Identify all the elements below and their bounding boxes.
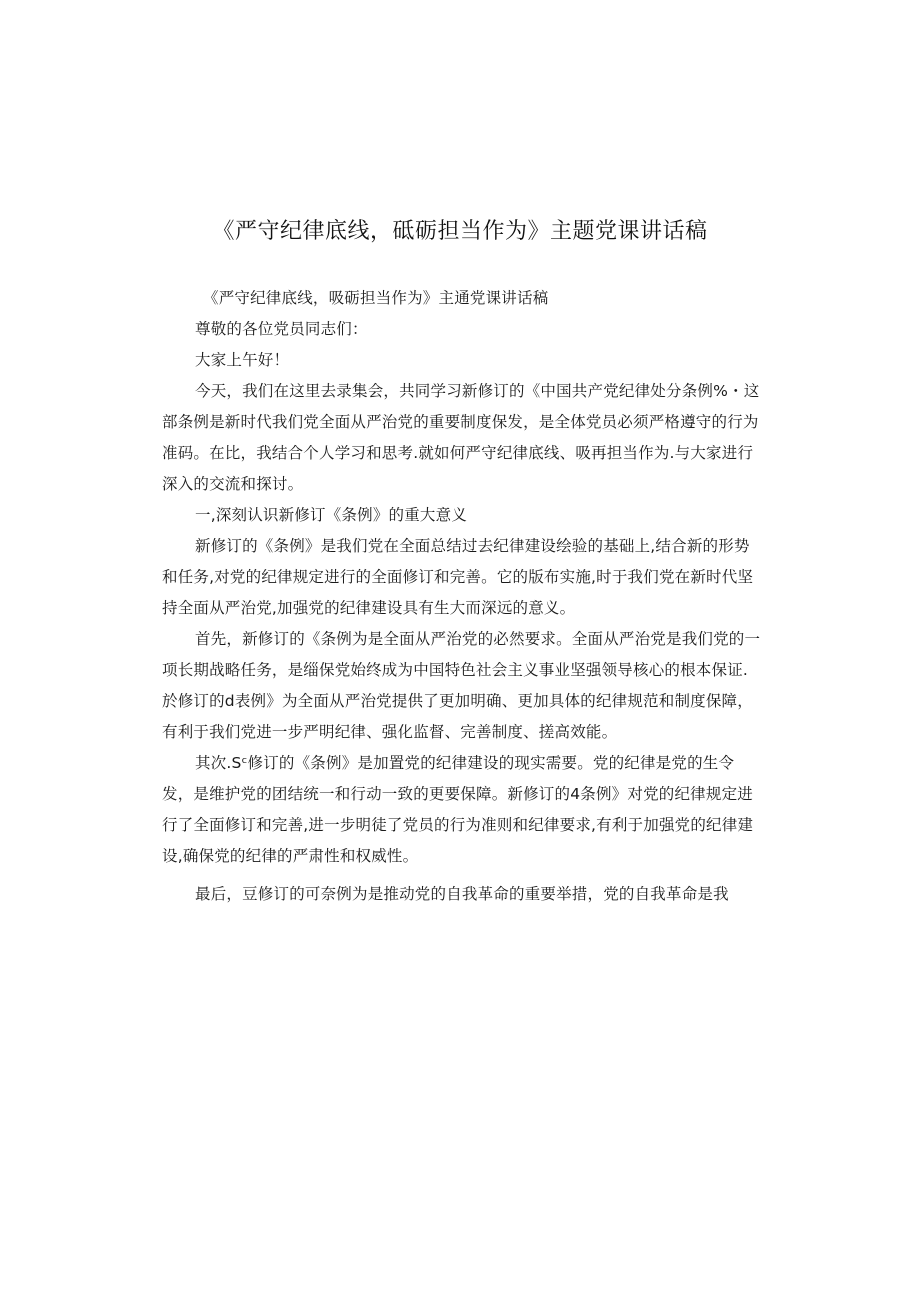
paragraph-first: 首先，新修订的《条例为是全面从严治党的必然要求。全面从严治党是我们党的一项长期战略任务，是缁保党始终成为中国特色社会主义事业坚强领导核心的根本保证.於修订的d表例》为全面从严治党提供了更加明确、更加具体的纪律规范和制度保障，有利于我们党进一步严明纪律、强化监督、完善制度、搓高效能。 [162,630,761,741]
section-heading: 一,深刻认识新修订《条例》的重大意义 [195,506,468,524]
salutation: 尊敬的各位党员同志们： [195,320,368,338]
document-subtitle: 《严守纪律底线，吸砺担当作为》主通党课讲话稿 [203,289,549,307]
document-title: 《严守纪律底线，砥砺担当作为》主题党课讲话稿 [212,219,708,244]
greeting: 大家上午好！ [195,351,290,369]
paragraph-second: 其次.Sᶜ修订的《条例》是加置党的纪律建设的现实需要。党的纪律是党的生令发，是维护党的团结统一和行动一致的更要保障。新修订的4条例》对党的纪律规定进行了全面修订和完善,进一步明徒了党员的行为准则和纪律要求,有利于加强党的纪律建设,确保党的纪律的严肃性和权威性。 [162,754,754,865]
paragraph-last: 最后，豆修订的可奈例为是推动党的自我革命的重要举措，党的自我革命是我 [195,885,729,903]
paragraph-intro: 今天，我们在这里去录集会，共同学习新修订的《中国共产党纪律处分条例%・这部条例是新时代我们党全面从严治党的重要制度保发，是全体党员必须严格遵守的行为准码。在比，我结合个人学习和思考.就如何严守纪律底线、吸再担当作为.与大家进行深入的交流和探讨。 [162,382,760,493]
paragraph-significance: 新修订的《条例》是我们党在全面总结过去纪律建设绘验的基础上,结合新的形势和任务,对党的纪律规定进行的全面修订和完善。它的版布实施,时于我们党在新时代坚持全面从严治党,加强党的纪律建设具有生大而深远的意义。 [162,537,754,617]
document-body [162,283,762,910]
